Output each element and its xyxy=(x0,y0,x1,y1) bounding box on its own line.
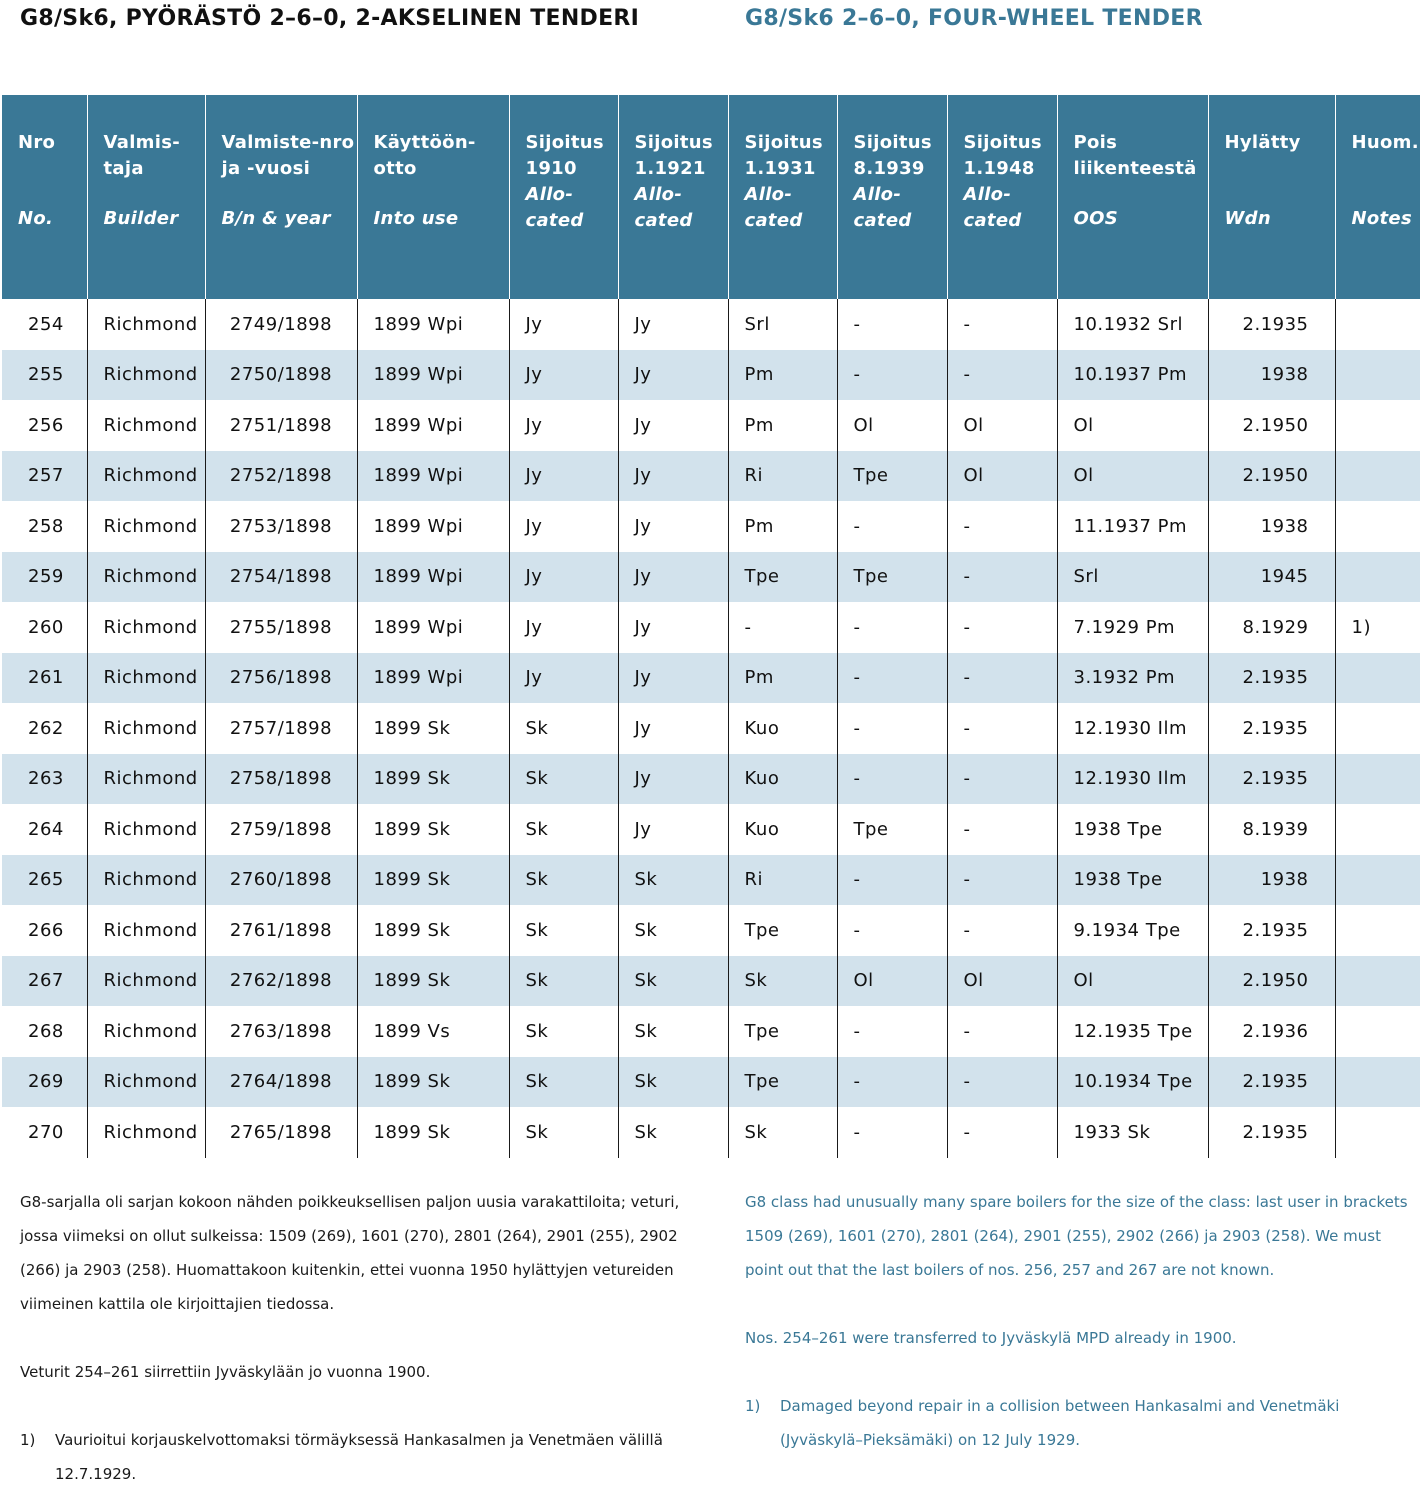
cell-allocated-1948: - xyxy=(947,299,1057,350)
cell-allocated-1921: Sk xyxy=(618,905,728,956)
cell-allocated-1948: - xyxy=(947,905,1057,956)
note-paragraph: G8 class had unusually many spare boilers for the size of the class: last user in brackets 1509 (269), 1601 (270), 2801 (264), 2901 (255), 2902 (266) ja 2903 (258). We must point out that the last boilers of nos. 256, 257 and 267 are not known. xyxy=(745,1193,1408,1279)
cell-builder-number: 2764/1898 xyxy=(205,1057,357,1108)
cell-allocated-1921: Jy xyxy=(618,451,728,502)
cell-builder-number: 2759/1898 xyxy=(205,804,357,855)
cell-builder: Richmond xyxy=(87,956,205,1007)
cell-builder: Richmond xyxy=(87,552,205,603)
cell-allocated-1939: - xyxy=(837,905,947,956)
cell-allocated-1910: Sk xyxy=(509,1107,618,1158)
cell-builder: Richmond xyxy=(87,754,205,805)
cell-builder: Richmond xyxy=(87,501,205,552)
table-row xyxy=(2,552,1420,603)
cell-withdrawn: 1938 xyxy=(1208,350,1335,401)
cell-allocated-1939: Tpe xyxy=(837,804,947,855)
cell-allocated-1910: Sk xyxy=(509,1006,618,1057)
cell-builder: Richmond xyxy=(87,400,205,451)
cell-allocated-1931: Pm xyxy=(728,501,837,552)
column-header: Huom. Notes xyxy=(1335,95,1420,299)
cell-builder-number: 2753/1898 xyxy=(205,501,357,552)
cell-allocated-1910: Jy xyxy=(509,602,618,653)
cell-withdrawn: 2.1935 xyxy=(1208,754,1335,805)
cell-notes xyxy=(1335,552,1420,603)
cell-allocated-1931: Tpe xyxy=(728,1057,837,1108)
cell-into-use: 1899 Sk xyxy=(357,804,509,855)
cell-withdrawn: 8.1929 xyxy=(1208,602,1335,653)
cell-number: 262 xyxy=(28,717,64,739)
table-row xyxy=(2,905,1420,956)
cell-allocated-1939: - xyxy=(837,350,947,401)
table-row xyxy=(2,1006,1420,1057)
cell-allocated-1948: - xyxy=(947,350,1057,401)
cell-allocated-1931: Pm xyxy=(728,653,837,704)
cell-allocated-1931: Ri xyxy=(728,855,837,906)
column-header: Sijoitus 1.1931 Allo-cated xyxy=(728,95,837,299)
cell-allocated-1931: Sk xyxy=(728,956,837,1007)
cell-notes xyxy=(1335,703,1420,754)
table-body xyxy=(2,299,1420,1158)
cell-allocated-1910: Sk xyxy=(509,855,618,906)
cell-into-use: 1899 Sk xyxy=(357,956,509,1007)
cell-allocated-1939: - xyxy=(837,501,947,552)
cell-notes xyxy=(1335,400,1420,451)
footnote-marker: 1) xyxy=(745,1397,761,1415)
cell-builder-number: 2751/1898 xyxy=(205,400,357,451)
cell-number: 256 xyxy=(28,414,64,436)
cell-withdrawn: 2.1935 xyxy=(1208,1057,1335,1108)
cell-withdrawn: 2.1935 xyxy=(1208,703,1335,754)
cell-out-of-service: 3.1932 Pm xyxy=(1057,653,1208,704)
cell-number: 263 xyxy=(2,754,87,805)
cell-withdrawn: 2.1950 xyxy=(1208,451,1335,502)
cell-into-use: 1899 Wpi xyxy=(357,299,509,350)
footnote xyxy=(20,1423,710,1491)
cell-into-use: 1899 Wpi xyxy=(357,451,509,502)
cell-number: 267 xyxy=(2,956,87,1007)
cell-allocated-1921: Sk xyxy=(618,1057,728,1108)
column-header: Sijoitus 1910 Allo-cated xyxy=(509,95,618,299)
cell-notes xyxy=(1335,350,1420,401)
cell-number: 266 xyxy=(28,919,64,941)
cell-allocated-1948: - xyxy=(947,1057,1057,1108)
note-paragraph: Veturit 254–261 siirrettiin Jyväskylään jo vuonna 1900. xyxy=(20,1363,431,1381)
cell-notes: 1) xyxy=(1335,602,1420,653)
cell-builder: Richmond xyxy=(87,905,205,956)
cell-notes xyxy=(1335,1107,1420,1158)
cell-withdrawn: 2.1950 xyxy=(1208,400,1335,451)
cell-allocated-1921: Jy xyxy=(618,804,728,855)
cell-notes xyxy=(1335,501,1420,552)
cell-builder: Richmond xyxy=(87,653,205,704)
cell-allocated-1910: Jy xyxy=(509,350,618,401)
cell-allocated-1931: Kuo xyxy=(728,804,837,855)
cell-allocated-1939: Tpe xyxy=(837,451,947,502)
cell-allocated-1939: - xyxy=(837,1107,947,1158)
footnote-text: Damaged beyond repair in a collision between Hankasalmi and Venetmäki (Jyväskylä–Pieksämäki) on 12 July 1929. xyxy=(780,1397,1340,1449)
notes-finnish xyxy=(20,1185,710,1491)
cell-builder-number: 2761/1898 xyxy=(205,905,357,956)
table-row xyxy=(2,855,1420,906)
cell-out-of-service: 12.1930 Ilm xyxy=(1057,754,1208,805)
table-row xyxy=(2,703,1420,754)
cell-notes xyxy=(1335,1057,1420,1108)
cell-builder: Richmond xyxy=(87,1006,205,1057)
footnote-text: Vaurioitui korjauskelvottomaksi törmäyksessä Hankasalmen ja Venetmäen välillä 12.7.1929. xyxy=(55,1431,663,1483)
cell-out-of-service: 7.1929 Pm xyxy=(1057,602,1208,653)
table-row xyxy=(2,956,1420,1007)
cell-allocated-1931: Kuo xyxy=(728,703,837,754)
cell-allocated-1931: Kuo xyxy=(728,754,837,805)
cell-withdrawn: 1945 xyxy=(1208,552,1335,603)
cell-allocated-1948: - xyxy=(947,1107,1057,1158)
cell-allocated-1939: Tpe xyxy=(837,552,947,603)
table-row xyxy=(2,400,1420,451)
cell-out-of-service: 10.1932 Srl xyxy=(1057,299,1208,350)
cell-allocated-1939: - xyxy=(837,653,947,704)
cell-into-use: 1899 Sk xyxy=(357,855,509,906)
cell-out-of-service: 10.1934 Tpe xyxy=(1057,1057,1208,1108)
table-row xyxy=(2,501,1420,552)
cell-allocated-1948: - xyxy=(947,754,1057,805)
cell-allocated-1921: Jy xyxy=(618,552,728,603)
cell-builder-number: 2749/1898 xyxy=(205,299,357,350)
cell-allocated-1910: Sk xyxy=(509,804,618,855)
cell-allocated-1910: Sk xyxy=(509,956,618,1007)
note-paragraph: Nos. 254–261 were transferred to Jyväskylä MPD already in 1900. xyxy=(745,1329,1237,1347)
cell-allocated-1921: Sk xyxy=(618,1107,728,1158)
cell-withdrawn: 2.1950 xyxy=(1208,956,1335,1007)
table-row xyxy=(2,754,1420,805)
cell-allocated-1910: Jy xyxy=(509,653,618,704)
page-title-finnish: G8/Sk6, PYÖRÄSTÖ 2–6–0, 2-AKSELINEN TENDERI xyxy=(20,6,640,31)
cell-number: 270 xyxy=(28,1121,64,1143)
cell-builder-number: 2752/1898 xyxy=(205,451,357,502)
cell-allocated-1910: Jy xyxy=(509,501,618,552)
cell-builder-number: 2755/1898 xyxy=(205,602,357,653)
table-row xyxy=(2,451,1420,502)
cell-out-of-service: Ol xyxy=(1057,956,1208,1007)
cell-allocated-1910: Sk xyxy=(509,905,618,956)
cell-into-use: 1899 Wpi xyxy=(357,602,509,653)
page-title-english: G8/Sk6 2–6–0, FOUR-WHEEL TENDER xyxy=(745,6,1203,31)
cell-allocated-1939: - xyxy=(837,602,947,653)
cell-allocated-1910: Jy xyxy=(509,299,618,350)
table-header-row xyxy=(2,95,1420,299)
cell-allocated-1931: Srl xyxy=(728,299,837,350)
cell-allocated-1939: Ol xyxy=(837,956,947,1007)
notes-english xyxy=(745,1185,1415,1457)
cell-allocated-1948: Ol xyxy=(947,956,1057,1007)
cell-allocated-1921: Jy xyxy=(618,350,728,401)
cell-withdrawn: 8.1939 xyxy=(1208,804,1335,855)
cell-allocated-1910: Sk xyxy=(509,754,618,805)
cell-allocated-1921: Jy xyxy=(618,299,728,350)
table-row xyxy=(2,602,1420,653)
column-header: Sijoitus 8.1939 Allo-cated xyxy=(837,95,947,299)
cell-allocated-1948: - xyxy=(947,703,1057,754)
column-header: Nro No. xyxy=(2,95,87,299)
cell-out-of-service: 1938 Tpe xyxy=(1057,804,1208,855)
cell-into-use: 1899 Wpi xyxy=(357,350,509,401)
cell-allocated-1948: - xyxy=(947,1006,1057,1057)
cell-notes xyxy=(1335,855,1420,906)
cell-allocated-1939: - xyxy=(837,299,947,350)
column-header: Sijoitus 1.1948 Allo-cated xyxy=(947,95,1057,299)
cell-allocated-1931: Pm xyxy=(728,400,837,451)
cell-notes xyxy=(1335,956,1420,1007)
column-header: Käyttöön-otto Into use xyxy=(357,95,509,299)
cell-builder-number: 2765/1898 xyxy=(205,1107,357,1158)
table-row xyxy=(2,350,1420,401)
table-row xyxy=(2,804,1420,855)
cell-builder-number: 2754/1898 xyxy=(205,552,357,603)
cell-withdrawn: 2.1935 xyxy=(1208,1107,1335,1158)
cell-out-of-service: 11.1937 Pm xyxy=(1057,501,1208,552)
column-header: Valmiste-nro ja -vuosi B/n & year xyxy=(205,95,357,299)
cell-builder: Richmond xyxy=(87,855,205,906)
cell-allocated-1910: Jy xyxy=(509,552,618,603)
cell-out-of-service: 1933 Sk xyxy=(1057,1107,1208,1158)
cell-builder: Richmond xyxy=(87,602,205,653)
cell-into-use: 1899 Sk xyxy=(357,703,509,754)
cell-number: 254 xyxy=(28,313,64,335)
cell-allocated-1948: Ol xyxy=(947,400,1057,451)
cell-allocated-1948: - xyxy=(947,602,1057,653)
cell-withdrawn: 2.1935 xyxy=(1208,905,1335,956)
cell-builder: Richmond xyxy=(87,1107,205,1158)
cell-number: 258 xyxy=(28,515,64,537)
cell-into-use: 1899 Sk xyxy=(357,1057,509,1108)
cell-allocated-1948: Ol xyxy=(947,451,1057,502)
cell-allocated-1921: Sk xyxy=(618,956,728,1007)
cell-number: 260 xyxy=(28,616,64,638)
cell-allocated-1948: - xyxy=(947,552,1057,603)
cell-allocated-1921: Jy xyxy=(618,602,728,653)
cell-allocated-1931: Ri xyxy=(728,451,837,502)
cell-builder-number: 2758/1898 xyxy=(205,754,357,805)
cell-out-of-service: 12.1930 Ilm xyxy=(1057,703,1208,754)
cell-into-use: 1899 Sk xyxy=(357,1107,509,1158)
cell-notes xyxy=(1335,451,1420,502)
cell-number: 265 xyxy=(2,855,87,906)
cell-out-of-service: 9.1934 Tpe xyxy=(1057,905,1208,956)
cell-allocated-1948: - xyxy=(947,855,1057,906)
cell-withdrawn: 2.1935 xyxy=(1208,653,1335,704)
column-header: Sijoitus 1.1921 Allo-cated xyxy=(618,95,728,299)
cell-builder-number: 2760/1898 xyxy=(205,855,357,906)
table-row xyxy=(2,653,1420,704)
cell-number: 268 xyxy=(28,1020,64,1042)
cell-allocated-1910: Sk xyxy=(509,703,618,754)
cell-builder-number: 2756/1898 xyxy=(205,653,357,704)
cell-allocated-1939: - xyxy=(837,1057,947,1108)
cell-allocated-1931: Tpe xyxy=(728,552,837,603)
column-header: Valmis-taja Builder xyxy=(87,95,205,299)
cell-allocated-1910: Jy xyxy=(509,451,618,502)
cell-into-use: 1899 Vs xyxy=(357,1006,509,1057)
cell-number: 269 xyxy=(2,1057,87,1108)
cell-builder-number: 2750/1898 xyxy=(205,350,357,401)
cell-allocated-1939: - xyxy=(837,703,947,754)
cell-withdrawn: 1938 xyxy=(1208,855,1335,906)
cell-builder: Richmond xyxy=(87,703,205,754)
cell-builder-number: 2757/1898 xyxy=(205,703,357,754)
cell-into-use: 1899 Wpi xyxy=(357,552,509,603)
cell-allocated-1939: - xyxy=(837,754,947,805)
cell-allocated-1921: Jy xyxy=(618,653,728,704)
cell-notes xyxy=(1335,653,1420,704)
cell-into-use: 1899 Sk xyxy=(357,754,509,805)
footnote xyxy=(745,1389,1415,1457)
cell-notes xyxy=(1335,905,1420,956)
cell-into-use: 1899 Sk xyxy=(357,905,509,956)
cell-allocated-1921: Jy xyxy=(618,754,728,805)
cell-allocated-1910: Sk xyxy=(509,1057,618,1108)
cell-number: 264 xyxy=(28,818,64,840)
cell-into-use: 1899 Wpi xyxy=(357,501,509,552)
cell-number: 257 xyxy=(2,451,87,502)
cell-withdrawn: 1938 xyxy=(1208,501,1335,552)
cell-out-of-service: 1938 Tpe xyxy=(1057,855,1208,906)
cell-builder: Richmond xyxy=(87,1057,205,1108)
cell-out-of-service: Ol xyxy=(1057,400,1208,451)
cell-out-of-service: 10.1937 Pm xyxy=(1057,350,1208,401)
cell-allocated-1948: - xyxy=(947,653,1057,704)
cell-builder: Richmond xyxy=(87,299,205,350)
footnote-marker: 1) xyxy=(20,1431,36,1449)
cell-number: 259 xyxy=(2,552,87,603)
cell-into-use: 1899 Wpi xyxy=(357,653,509,704)
cell-builder-number: 2762/1898 xyxy=(205,956,357,1007)
cell-allocated-1921: Jy xyxy=(618,703,728,754)
cell-notes xyxy=(1335,804,1420,855)
cell-notes xyxy=(1335,754,1420,805)
cell-out-of-service: Ol xyxy=(1057,451,1208,502)
cell-allocated-1948: - xyxy=(947,501,1057,552)
cell-builder: Richmond xyxy=(87,451,205,502)
cell-allocated-1921: Jy xyxy=(618,501,728,552)
cell-allocated-1931: Tpe xyxy=(728,905,837,956)
cell-allocated-1931: Tpe xyxy=(728,1006,837,1057)
column-header: Pois liikenteestä OOS xyxy=(1057,95,1208,299)
cell-builder: Richmond xyxy=(87,350,205,401)
cell-notes xyxy=(1335,299,1420,350)
note-paragraph: G8-sarjalla oli sarjan kokoon nähden poikkeuksellisen paljon uusia varakattiloita; veturi, jossa viimeksi on ollut sulkeissa: 1509 (269), 1601 (270), 2801 (264), 2901 (255), 2902 (266) ja 2903 (258). Huomattakoon kuitenkin, ettei vuonna 1950 hylättyjen vetureiden viimeinen kattila ole kirjoittajien tiedossa. xyxy=(20,1193,680,1313)
cell-allocated-1910: Jy xyxy=(509,400,618,451)
cell-allocated-1921: Sk xyxy=(618,1006,728,1057)
cell-allocated-1948: - xyxy=(947,804,1057,855)
table-row xyxy=(2,299,1420,350)
cell-allocated-1931: Pm xyxy=(728,350,837,401)
cell-allocated-1939: Ol xyxy=(837,400,947,451)
table-row xyxy=(2,1057,1420,1108)
table-row xyxy=(2,1107,1420,1158)
cell-out-of-service: 12.1935 Tpe xyxy=(1057,1006,1208,1057)
cell-allocated-1939: - xyxy=(837,855,947,906)
cell-out-of-service: Srl xyxy=(1057,552,1208,603)
cell-withdrawn: 2.1935 xyxy=(1208,299,1335,350)
column-header: Hylätty Wdn xyxy=(1208,95,1335,299)
cell-number: 255 xyxy=(2,350,87,401)
cell-allocated-1931: - xyxy=(728,602,837,653)
cell-allocated-1921: Jy xyxy=(618,400,728,451)
cell-withdrawn: 2.1936 xyxy=(1208,1006,1335,1057)
cell-builder-number: 2763/1898 xyxy=(205,1006,357,1057)
cell-allocated-1921: Sk xyxy=(618,855,728,906)
cell-allocated-1931: Sk xyxy=(728,1107,837,1158)
cell-notes xyxy=(1335,1006,1420,1057)
cell-builder: Richmond xyxy=(87,804,205,855)
cell-allocated-1939: - xyxy=(837,1006,947,1057)
cell-into-use: 1899 Wpi xyxy=(357,400,509,451)
locomotive-roster-table xyxy=(2,95,1420,1158)
cell-number: 261 xyxy=(2,653,87,704)
